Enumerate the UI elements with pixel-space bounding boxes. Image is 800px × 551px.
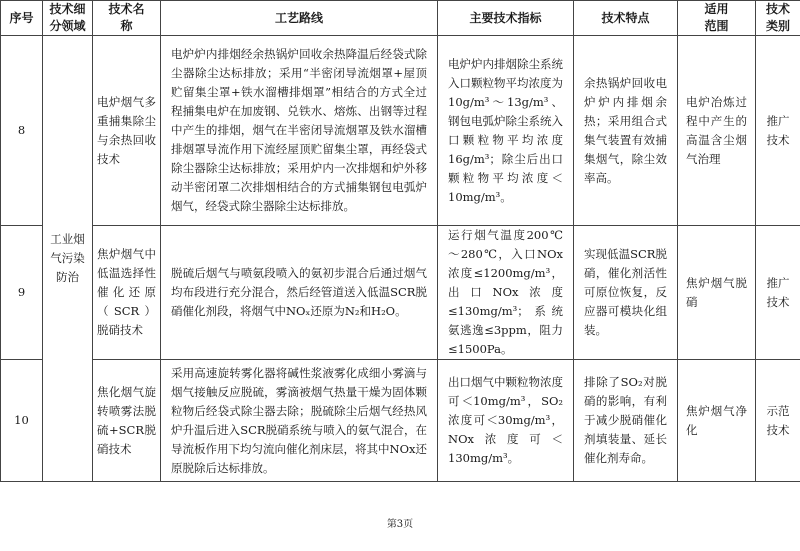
header-scope: 适用范围 bbox=[678, 1, 756, 36]
row-scope: 焦炉烟气脱硝 bbox=[678, 226, 756, 360]
header-process: 工艺路线 bbox=[161, 1, 438, 36]
row-seq: 8 bbox=[1, 36, 43, 226]
page-number: 第3页 bbox=[386, 519, 414, 530]
row-category: 推广技术 bbox=[756, 36, 800, 226]
header-category: 技术类别 bbox=[756, 1, 800, 36]
table-row bbox=[1, 360, 800, 482]
row-indicators: 出口烟气中颗粒物浓度可＜10mg/m³，SO₂浓度可＜30mg/m³，NOx浓度可＜130mg/m³。 bbox=[438, 360, 574, 482]
table-row bbox=[1, 36, 800, 226]
row-indicators: 电炉炉内排烟除尘系统入口颗粒物平均浓度为10g/m³～13g/m³、钢包电弧炉除尘系统入口颗粒物平均浓度16g/m³；除尘后出口颗粒物平均浓度＜10mg/m³。 bbox=[438, 36, 574, 226]
header-subdomain: 技术细分领域 bbox=[43, 1, 93, 36]
row-features: 排除了SO₂对脱硝的影响，有利于减少脱硝催化剂填装量、延长催化剂寿命。 bbox=[574, 360, 678, 482]
row-scope: 焦炉烟气净化 bbox=[678, 360, 756, 482]
row-tech-name: 电炉烟气多重捕集除尘与余热回收技术 bbox=[93, 36, 161, 226]
row-seq: 9 bbox=[1, 226, 43, 360]
table-row bbox=[1, 226, 800, 360]
header-indicators: 主要技术指标 bbox=[438, 1, 574, 36]
row-process: 采用高速旋转雾化器将碱性浆液雾化成细小雾滴与烟气接触反应脱硫，雾滴被烟气热量干燥为固体颗粒物后经袋式除尘器去除；脱硫除尘后烟气经热风炉升温后进入SCR脱硝系统与喷入的氨气混合，在导流板作用下均匀流向催化剂床层，将其中NOx还原脱除后达标排放。 bbox=[161, 360, 438, 482]
row-tech-name: 焦化烟气旋转喷雾法脱硫+SCR脱硝技术 bbox=[93, 360, 161, 482]
header-features: 技术特点 bbox=[574, 1, 678, 36]
row-indicators: 运行烟气温度200℃～280℃，入口NOx浓度≤1200mg/m³，出口NOx浓度≤130mg/m³；系统氨逃逸≤3ppm，阻力≤1500Pa。 bbox=[438, 226, 574, 360]
row-features: 实现低温SCR脱硝，催化剂活性可原位恢复，反应器可模块化组装。 bbox=[574, 226, 678, 360]
row-category: 示范技术 bbox=[756, 360, 800, 482]
row-process: 脱硫后烟气与喷氨段喷入的氨初步混合后通过烟气均布段进行充分混合，然后经管道送入低温SCR脱硝催化剂段，将烟气中NOₓ还原为N₂和H₂O。 bbox=[161, 226, 438, 360]
row-seq: 10 bbox=[1, 360, 43, 482]
header-name: 技术名称 bbox=[93, 1, 161, 36]
row-category: 推广技术 bbox=[756, 226, 800, 360]
subdomain-cell: 工业烟气污染防治 bbox=[43, 36, 93, 482]
row-tech-name: 焦炉烟气中低温选择性催化还原（SCR）脱硝技术 bbox=[93, 226, 161, 360]
row-features: 余热锅炉回收电炉炉内排烟余热；采用组合式集气装置有效捕集烟气，除尘效率高。 bbox=[574, 36, 678, 226]
row-process: 电炉炉内排烟经余热锅炉回收余热降温后经袋式除尘器除尘达标排放；采用“半密闭导流烟罩+屋顶贮留集尘罩+铁水溜槽排烟罩”相结合的方式全过程捕集电炉在加废钢、兑铁水、熔炼、出钢等过程中产生的排烟，烟气在半密闭导流烟罩及铁水溜槽排烟罩导流作用下流经屋顶贮留集尘罩，再经袋式除尘器除尘达标排放；采用炉内一次排烟和炉外移动半密闭罩二次排烟相结合的方式捕集钢包电弧炉烟气，经袋式除尘器除尘达标排放。 bbox=[161, 36, 438, 226]
header-seq: 序号 bbox=[1, 1, 43, 36]
row-scope: 电炉冶炼过程中产生的高温含尘烟气治理 bbox=[678, 36, 756, 226]
table-header-row bbox=[1, 1, 800, 36]
